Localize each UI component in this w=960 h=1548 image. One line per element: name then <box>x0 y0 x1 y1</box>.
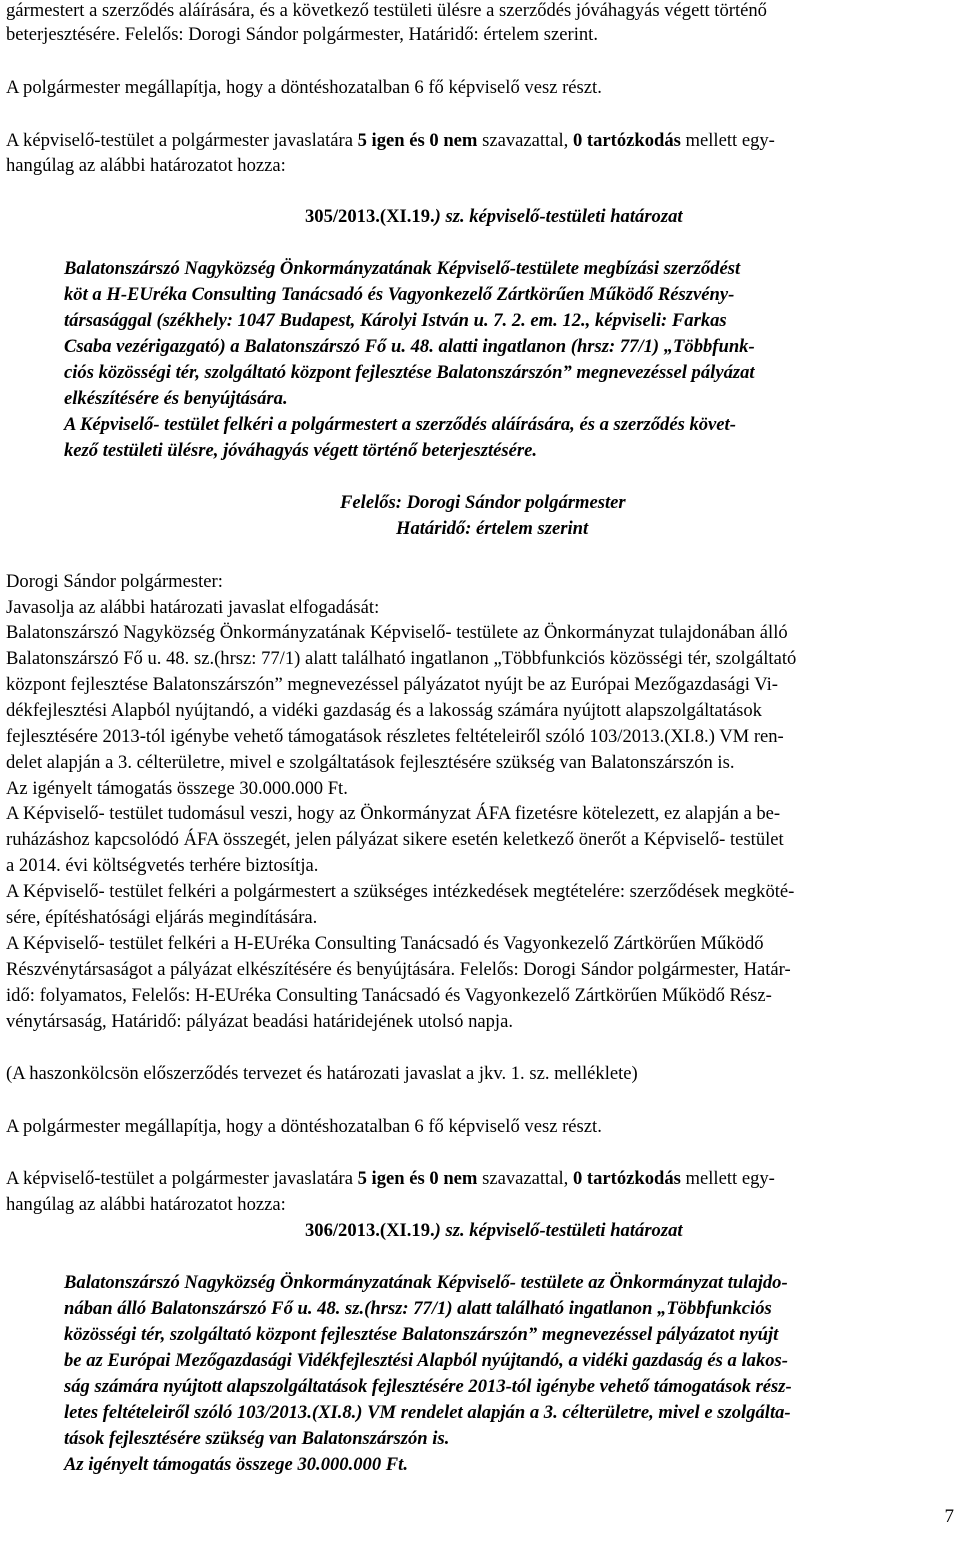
vote-text: A képviselő-testület a polgármester javaslatára <box>6 1168 358 1189</box>
resolution-text: elkészítésére és benyújtására. <box>64 388 288 409</box>
presence-statement: A polgármester megállapítja, hogy a döntéshozatalban 6 fő képviselő vesz részt. <box>6 77 602 98</box>
resolution-text: köt a H-EUréka Consulting Tanácsadó és Vagyonkezelő Zártkörűen Működő Részvény- <box>64 284 735 305</box>
vote-statement <box>6 1168 775 1190</box>
text-line: Részvénytársaságot a pályázat elkészítésére és benyújtására. Felelős: Dorogi Sándor polgármester, Határ- <box>6 959 791 980</box>
vote-statement <box>6 130 775 152</box>
deadline-line: Határidő: értelem szerint <box>396 518 589 539</box>
vote-statement-cont: hangúlag az alábbi határozatot hozza: <box>6 155 286 176</box>
resolution-number: 305/2013.(XI.19. <box>305 206 435 227</box>
responsible-line: Felelős: Dorogi Sándor polgármester <box>340 492 626 513</box>
resolution-text: ciós közösségi tér, szolgáltató központ fejlesztése Balatonszárszón” megnevezéssel pályázat <box>64 362 755 383</box>
vote-count: 5 igen és 0 nem <box>357 130 478 151</box>
annex-note: (A haszonkölcsön előszerződés tervezet és határozati javaslat a jkv. 1. sz. melléklete) <box>6 1063 638 1084</box>
vote-text: szavazattal, <box>477 1168 573 1189</box>
resolution-text: kező testületi ülésre, jóváhagyás végett történő beterjesztésére. <box>64 440 538 461</box>
resolution-text: letes feltételeiről szóló 103/2013.(XI.8.) VM rendelet alapján a 3. célterületre, mivel e szolgálta- <box>64 1402 791 1423</box>
text-line: idő: folyamatos, Felelős: H-EUréka Consulting Tanácsadó és Vagyonkezelő Zártkörűen Működő Rész- <box>6 985 772 1006</box>
text-line: A Képviselő- testület felkéri a H-EUréka Consulting Tanácsadó és Vagyonkezelő Zártkörűen Működő <box>6 933 764 954</box>
resolution-suffix: ) sz. képviselő-testületi határozat <box>434 1220 683 1241</box>
vote-text: szavazattal, <box>477 130 573 151</box>
resolution-text: Balatonszárszó Nagyközség Önkormányzatának Képviselő- testülete az Önkormányzat tulajdo- <box>64 1272 788 1293</box>
resolution-suffix: ) sz. képviselő-testületi határozat <box>434 206 683 227</box>
resolution-text: ság számára nyújtott alapszolgáltatások fejlesztésére 2013-tól igénybe vehető támogatások rész- <box>64 1376 792 1397</box>
text-line: beterjesztésére. Felelős: Dorogi Sándor polgármester, Határidő: értelem szerint. <box>6 24 598 45</box>
presence-statement: A polgármester megállapítja, hogy a döntéshozatalban 6 fő képviselő vesz részt. <box>6 1116 602 1137</box>
resolution-title <box>305 206 683 228</box>
text-line: ruházáshoz kapcsolódó ÁFA összegét, jelen pályázat sikere esetén keletkező önerőt a Képviselő- testület <box>6 829 784 850</box>
page-number: 7 <box>944 1506 954 1527</box>
resolution-text: nában álló Balatonszárszó Fő u. 48. sz.(hrsz: 77/1) alatt található ingatlanon „Többfunkciós <box>64 1298 772 1319</box>
resolution-title <box>305 1220 683 1242</box>
resolution-text: Balatonszárszó Nagyközség Önkormányzatának Képviselő-testülete megbízási szerződést <box>64 258 741 279</box>
text-line: delet alapján a 3. célterületre, mivel e szolgáltatások fejlesztésére szükség van Balatonszárszón is. <box>6 752 735 773</box>
vote-count: 5 igen és 0 nem <box>357 1168 478 1189</box>
text-line: gármestert a szerződés aláírására, és a következő testületi ülésre a szerződés jóváhagyás végett történő <box>6 0 767 21</box>
text-line: vénytársaság, Határidő: pályázat beadási határidejének utolsó napja. <box>6 1011 513 1032</box>
resolution-text: Csaba vezérigazgató) a Balatonszárszó Fő u. 48. alatti ingatlanon (hrsz: 77/1) „Többfunk- <box>64 336 755 357</box>
text-line: sére, építéshatósági eljárás megindítására. <box>6 907 318 928</box>
vote-text: mellett egy- <box>680 1168 775 1189</box>
text-line: a 2014. évi költségvetés terhére biztosítja. <box>6 855 319 876</box>
text-line: A Képviselő- testület felkéri a polgármestert a szükséges intézkedések megtételére: szerződések megköté- <box>6 881 795 902</box>
text-line: Javasolja az alábbi határozati javaslat elfogadását: <box>6 597 380 618</box>
resolution-text: közösségi tér, szolgáltató központ fejlesztése Balatonszárszón” megnevezéssel pályázatot nyújt <box>64 1324 779 1345</box>
text-line: Balatonszárszó Fő u. 48. sz.(hrsz: 77/1) alatt található ingatlanon „Többfunkciós közösségi tér, szolgáltató <box>6 648 797 669</box>
abstain-count: 0 tartózkodás <box>572 1168 681 1189</box>
vote-text: mellett egy- <box>680 130 775 151</box>
resolution-text: be az Európai Mezőgazdasági Vidékfejlesztési Alapból nyújtandó, a vidéki gazdaság és a lakos- <box>64 1350 788 1371</box>
text-line: fejlesztésére 2013-tól igénybe vehető támogatások részletes feltételeiről szóló 103/2013.(XI.8.) VM ren- <box>6 726 784 747</box>
resolution-text: társasággal (székhely: 1047 Budapest, Károlyi István u. 7. 2. em. 12., képviseli: Farkas <box>64 310 727 331</box>
abstain-count: 0 tartózkodás <box>572 130 681 151</box>
vote-text: A képviselő-testület a polgármester javaslatára <box>6 130 358 151</box>
resolution-text: A Képviselő- testület felkéri a polgármestert a szerződés aláírására, és a szerződés követ- <box>64 414 736 435</box>
resolution-number: 306/2013.(XI.19. <box>305 1220 435 1241</box>
text-line: dékfejlesztési Alapból nyújtandó, a vidéki gazdaság és a lakosság számára nyújtott alapszolgáltatások <box>6 700 762 721</box>
text-line: A Képviselő- testület tudomásul veszi, hogy az Önkormányzat ÁFA fizetésre kötelezett, ez alapján a be- <box>6 803 781 824</box>
text-line: központ fejlesztése Balatonszárszón” megnevezéssel pályázatot nyújt be az Európai Mezőgazdasági Vi- <box>6 674 778 695</box>
resolution-text: tások fejlesztésére szükség van Balatonszárszón is. <box>64 1428 450 1449</box>
resolution-text: Az igényelt támogatás összege 30.000.000 Ft. <box>64 1454 408 1475</box>
text-line: Balatonszárszó Nagyközség Önkormányzatának Képviselő- testülete az Önkormányzat tulajdonában álló <box>6 622 788 643</box>
text-line: Dorogi Sándor polgármester: <box>6 571 223 592</box>
vote-statement-cont: hangúlag az alábbi határozatot hozza: <box>6 1194 286 1215</box>
text-line: Az igényelt támogatás összege 30.000.000 Ft. <box>6 778 348 799</box>
